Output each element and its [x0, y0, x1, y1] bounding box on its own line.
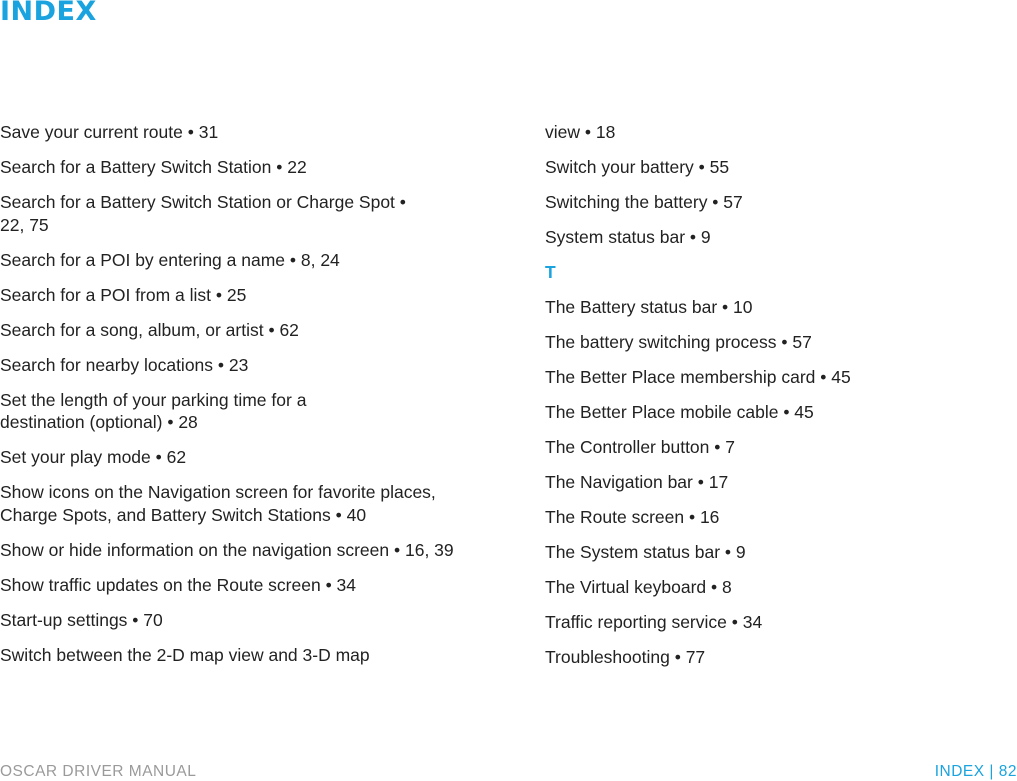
index-entry: The Battery status bar • 10	[545, 297, 753, 317]
footer-page-number: INDEX | 82	[934, 763, 1017, 780]
index-entry: Set the length of your parking time for a destination (optional) • 28	[0, 389, 307, 432]
index-entry: The Better Place membership card • 45	[545, 367, 851, 387]
index-entry: Search for a song, album, or artist • 62	[0, 319, 299, 340]
index-entry: The Virtual keyboard • 8	[545, 577, 732, 597]
section-letter-heading: T	[545, 262, 556, 282]
index-entry: System status bar • 9	[545, 227, 711, 247]
index-entry: Search for a POI from a list • 25	[0, 284, 247, 305]
index-entry: Traffic reporting service • 34	[545, 612, 763, 632]
page-title: INDEX	[0, 0, 97, 27]
index-entry: Set your play mode • 62	[0, 447, 187, 467]
index-entry: Troubleshooting • 77	[545, 647, 706, 667]
index-entry: Start-up settings • 70	[0, 609, 163, 630]
index-entry: Save your current route • 31	[0, 122, 219, 142]
index-entry: Search for a Battery Switch Station • 22	[0, 157, 307, 177]
index-entry: Search for a Battery Switch Station or Charge Spot • 22, 75	[0, 192, 406, 235]
index-entry: The Route screen • 16	[545, 507, 720, 527]
index-entry: The Navigation bar • 17	[545, 472, 729, 492]
index-entry: Show or hide information on the navigation screen • 16, 39	[0, 539, 454, 560]
index-entry: The battery switching process • 57	[545, 332, 812, 352]
index-entry: Show traffic updates on the Route screen • 34	[0, 574, 357, 595]
index-entry: Switch between the 2-D map view and 3-D map	[0, 644, 370, 665]
index-entry: Switching the battery • 57	[545, 192, 743, 212]
index-entry: The Controller button • 7	[545, 437, 735, 457]
index-entry: Switch your battery • 55	[545, 157, 730, 177]
footer-manual-title: OSCAR DRIVER MANUAL	[0, 763, 197, 780]
index-column-left	[0, 121, 470, 679]
index-entry: Show icons on the Navigation screen for favorite places, Charge Spots, and Battery Switch Stations • 40	[0, 482, 436, 525]
index-entry: The Better Place mobile cable • 45	[545, 402, 814, 422]
index-entry: view • 18	[545, 122, 616, 142]
index-column-right	[545, 121, 985, 681]
index-entry: The System status bar • 9	[545, 542, 746, 562]
index-entry: Search for a POI by entering a name • 8, 24	[0, 249, 340, 270]
index-entry: Search for nearby locations • 23	[0, 354, 249, 375]
